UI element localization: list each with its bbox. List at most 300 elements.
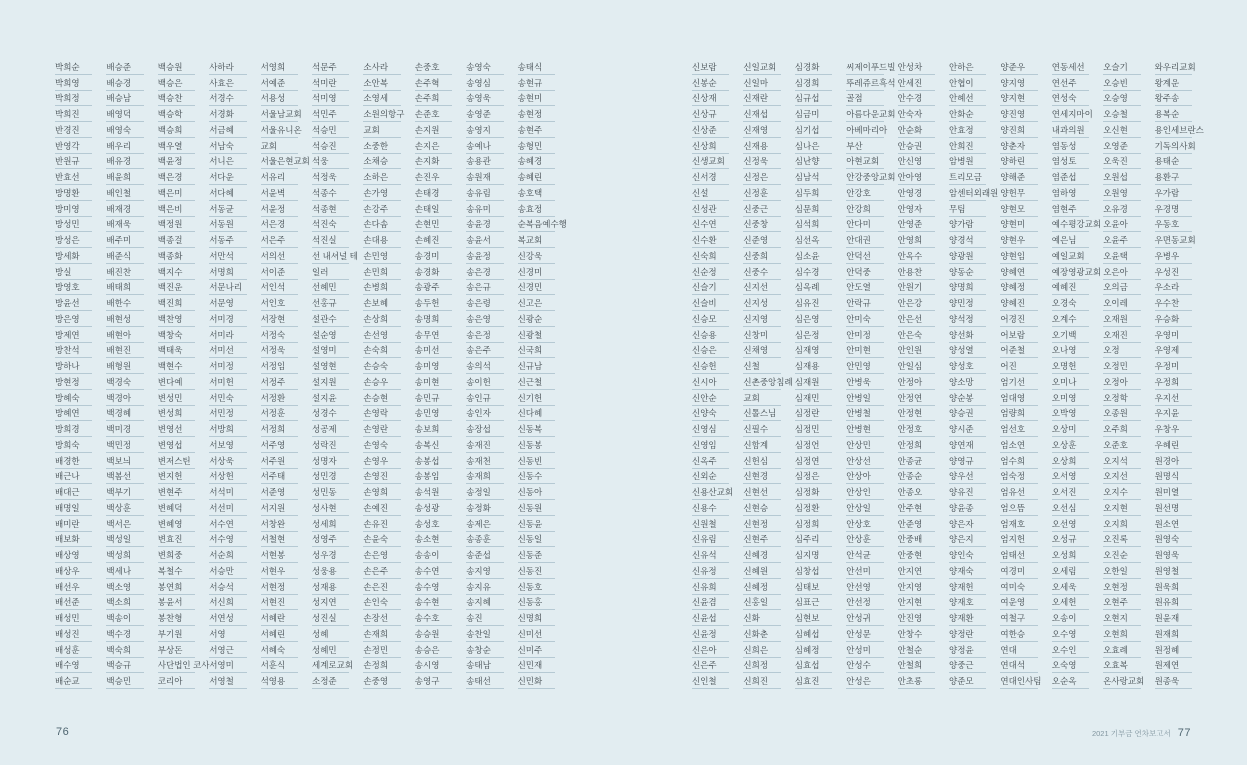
donor-name: 안영희 [898, 232, 935, 248]
donor-name: 안대권 [846, 232, 883, 248]
donor-name: 심경희 [795, 75, 832, 91]
donor-name: 방희경 [55, 421, 92, 437]
donor-name: 교회 [261, 138, 298, 154]
donor-name: 안용찬 [898, 264, 935, 280]
name-column [312, 59, 358, 689]
donor-name: 송명희 [415, 311, 452, 327]
donor-name: 송창순 [466, 642, 503, 658]
donor-name: 손보혜 [363, 295, 400, 311]
donor-name: 심나은 [795, 138, 832, 154]
donor-name: 우가람 [1155, 185, 1192, 201]
donor-name: 오서영 [1052, 469, 1089, 485]
donor-name: 안수경 [898, 91, 935, 107]
donor-name: 배상영 [55, 547, 92, 563]
donor-name: 서주원 [261, 453, 298, 469]
donor-name: 봉찬형 [158, 610, 195, 626]
donor-name: 송영심 [466, 75, 503, 91]
donor-name: 오현지 [1103, 610, 1140, 626]
donor-name: 송소현 [415, 532, 452, 548]
donor-name: 오진순 [1103, 547, 1140, 563]
donor-name: 방혜숙 [55, 390, 92, 406]
donor-name: 송윤서 [466, 232, 503, 248]
page-number-left: 76 [56, 726, 70, 738]
donor-name: 손상희 [363, 311, 400, 327]
donor-name: 부산 [846, 138, 883, 154]
donor-name: 양혜정 [1000, 280, 1037, 296]
donor-name: 양선화 [949, 327, 986, 343]
donor-name: 양은자 [949, 516, 986, 532]
donor-name: 아베마리아 [846, 122, 883, 138]
donor-name: 사하라 [209, 59, 246, 75]
donor-name: 손민희 [363, 264, 400, 280]
donor-name: 배경한 [55, 453, 92, 469]
donor-name: 송복신 [415, 437, 452, 453]
donor-name: 신상규 [692, 106, 729, 122]
donor-name: 소중한 [363, 138, 400, 154]
donor-name: 신옥주 [692, 453, 729, 469]
donor-name: 오계수 [1052, 311, 1089, 327]
donor-name: 안상일 [846, 500, 883, 516]
donor-name: 양재숙 [949, 563, 986, 579]
donor-name: 변희중 [158, 547, 195, 563]
page-right-donor-grid [692, 59, 1204, 689]
donor-name: 석미영 [312, 91, 349, 107]
donor-name: 소원의항구 [363, 106, 400, 122]
donor-name: 배보화 [55, 532, 92, 548]
donor-name: 씨제이푸드빌 [846, 59, 883, 75]
donor-name: 양혜연 [1000, 264, 1037, 280]
donor-name: 배현진 [106, 343, 143, 359]
donor-name: 서상욱 [209, 453, 246, 469]
donor-name: 서보영 [209, 437, 246, 453]
donor-name: 안세진 [898, 75, 935, 91]
donor-name: 변혜영 [158, 516, 195, 532]
donor-name: 안숙자 [898, 106, 935, 122]
donor-name: 신동원 [518, 500, 555, 516]
donor-name: 신인철 [692, 673, 729, 689]
donor-name: 신유석 [692, 547, 729, 563]
donor-name: 신동진 [518, 563, 555, 579]
donor-name: 백소영 [106, 579, 143, 595]
donor-name: 양준모 [949, 673, 986, 689]
donor-name: 백승은 [158, 75, 195, 91]
donor-name: 방찬석 [55, 343, 92, 359]
name-column [209, 59, 246, 689]
donor-name: 오상훈 [1052, 437, 1089, 453]
donor-name: 소정준 [312, 673, 349, 689]
donor-name: 송준섭 [466, 547, 503, 563]
donor-name: 엄량희 [1000, 406, 1037, 422]
donor-name: 송용관 [466, 154, 503, 170]
donor-name: 손주혁 [415, 75, 452, 91]
donor-name: 원종욱 [1155, 673, 1192, 689]
donor-name: 교회 [743, 390, 780, 406]
donor-name: 송보희 [415, 421, 452, 437]
donor-name: 손영희 [363, 484, 400, 500]
donor-name: 설지윤 [312, 390, 349, 406]
donor-name: 신은아 [692, 642, 729, 658]
donor-name: 배근나 [55, 469, 92, 485]
donor-name: 안성수 [846, 658, 883, 674]
donor-name: 오서진 [1052, 484, 1089, 500]
donor-name: 송승은 [415, 642, 452, 658]
donor-name: 양해준 [1000, 169, 1037, 185]
donor-name: 서신희 [209, 595, 246, 611]
donor-name: 오수영 [1052, 626, 1089, 642]
donor-name: 안성은 [846, 673, 883, 689]
donor-name: 염하영 [1052, 185, 1089, 201]
donor-name: 송무연 [415, 327, 452, 343]
donor-name: 양연재 [949, 437, 986, 453]
donor-name: 송정일 [466, 484, 503, 500]
donor-name: 심혜섭 [795, 626, 832, 642]
name-column [898, 59, 935, 689]
donor-name: 용복순 [1155, 106, 1192, 122]
donor-name: 설영현 [312, 358, 349, 374]
donor-name: 서의선 [261, 248, 298, 264]
donor-name: 송영구 [415, 673, 452, 689]
donor-name: 오승철 [1103, 106, 1140, 122]
donor-name: 송은주 [466, 343, 503, 359]
donor-name: 방성민 [55, 217, 92, 233]
donor-name: 신승모 [692, 311, 729, 327]
donor-name: 양윤종 [949, 500, 986, 516]
donor-name: 손인숙 [363, 595, 400, 611]
donor-name: 배재경 [106, 201, 143, 217]
donor-name: 양재헌 [949, 579, 986, 595]
donor-name: 방은영 [55, 311, 92, 327]
donor-name: 안성미 [846, 642, 883, 658]
donor-name: 백승규 [106, 658, 143, 674]
donor-name: 신준영 [743, 232, 780, 248]
name-column [692, 59, 734, 689]
donor-name: 봉연희 [158, 579, 195, 595]
donor-name: 오영준 [1103, 138, 1140, 154]
donor-name: 예혜진 [1052, 280, 1089, 296]
donor-name: 백상훈 [106, 500, 143, 516]
donor-name: 오재진 [1103, 327, 1140, 343]
donor-name: 양성열 [949, 343, 986, 359]
donor-name: 서민정 [209, 406, 246, 422]
name-column [106, 59, 143, 689]
donor-name: 송효정 [518, 201, 555, 217]
donor-name: 오세헌 [1052, 595, 1089, 611]
donor-name: 서울유니온 [261, 122, 298, 138]
donor-name: 송종훈 [466, 532, 503, 548]
donor-name: 신성관 [692, 201, 729, 217]
donor-name: 송미영 [415, 358, 452, 374]
donor-name: 신중근 [743, 201, 780, 217]
donor-name: 신승은 [692, 343, 729, 359]
donor-name: 석웅 [312, 154, 349, 170]
donor-name: 방성은 [55, 232, 92, 248]
donor-name: 신경미 [518, 264, 555, 280]
donor-name: 서정환 [261, 390, 298, 406]
donor-name: 심수경 [795, 264, 832, 280]
donor-name: 손장선 [363, 610, 400, 626]
donor-name: 손승현 [363, 390, 400, 406]
donor-name: 안덕중 [846, 264, 883, 280]
donor-name: 배순교 [55, 673, 92, 689]
donor-name: 양승권 [949, 406, 986, 422]
donor-name: 우면동교회 [1155, 232, 1192, 248]
donor-name: 안은숙 [898, 327, 935, 343]
donor-name: 오정학 [1103, 390, 1140, 406]
donor-name: 여미숙 [1000, 579, 1037, 595]
donor-name: 신희은 [743, 642, 780, 658]
donor-name: 오미나 [1052, 374, 1089, 390]
donor-name: 송예나 [466, 138, 503, 154]
donor-name: 오의금 [1103, 280, 1140, 296]
donor-name: 안정아 [898, 374, 935, 390]
donor-name: 안준영 [898, 516, 935, 532]
donor-name: 서정훈 [261, 406, 298, 422]
donor-name: 송태남 [466, 658, 503, 674]
donor-name: 신영심 [692, 421, 729, 437]
page-number-right: 77 [1177, 727, 1191, 739]
donor-name: 손주희 [415, 91, 452, 107]
donor-name: 서영 [209, 626, 246, 642]
donor-name: 오재원 [1103, 311, 1140, 327]
donor-name: 백진희 [158, 295, 195, 311]
donor-name: 오원섭 [1103, 169, 1140, 185]
donor-name: 송봉임 [415, 469, 452, 485]
donor-name: 석진숙 [312, 217, 349, 233]
donor-name: 백찬영 [158, 311, 195, 327]
donor-name: 오정 [1103, 343, 1140, 359]
name-column [1051, 59, 1102, 689]
donor-name: 송송이 [415, 547, 452, 563]
donor-name: 송현주 [518, 122, 555, 138]
donor-name: 신근철 [518, 374, 555, 390]
donor-name: 손정민 [363, 642, 400, 658]
donor-name: 오주희 [1103, 421, 1140, 437]
donor-name: 서경수 [209, 91, 246, 107]
donor-name: 백서은 [106, 516, 143, 532]
donor-name: 안병욱 [846, 374, 883, 390]
donor-name: 손지원 [415, 122, 452, 138]
name-column [55, 59, 92, 689]
donor-name: 방하나 [55, 358, 92, 374]
donor-name: 서다혜 [209, 185, 246, 201]
donor-name: 배명일 [55, 500, 92, 516]
donor-name: 박희정 [55, 91, 92, 107]
donor-name: 안희진 [949, 138, 986, 154]
donor-name: 손윤숙 [363, 532, 400, 548]
donor-name: 안강희 [846, 201, 883, 217]
donor-name: 변현주 [158, 484, 195, 500]
donor-name: 신재영 [743, 122, 780, 138]
donor-name: 신정욱 [743, 154, 780, 170]
donor-name: 안원기 [898, 280, 935, 296]
donor-name: 서다운 [209, 169, 246, 185]
donor-name: 서석미 [209, 484, 246, 500]
donor-name: 송봉섭 [415, 453, 452, 469]
donor-name: 오명헌 [1052, 358, 1089, 374]
donor-name: 반원규 [55, 154, 92, 170]
donor-name: 신중희 [743, 248, 780, 264]
donor-name: 서동균 [209, 201, 246, 217]
donor-name: 신규남 [518, 358, 555, 374]
donor-name: 서금혜 [209, 122, 246, 138]
donor-name: 송영준 [466, 106, 503, 122]
donor-name: 석종수 [312, 185, 349, 201]
donor-name: 오지선 [1103, 469, 1140, 485]
donor-name: 심태보 [795, 579, 832, 595]
donor-name: 손중영 [363, 673, 400, 689]
donor-name: 서정임 [261, 358, 298, 374]
donor-name: 손영진 [363, 469, 400, 485]
donor-name: 서미라 [209, 327, 246, 343]
donor-name: 백종걸 [158, 232, 195, 248]
donor-name: 신혜경 [743, 547, 780, 563]
donor-name: 신지성 [743, 295, 780, 311]
donor-name: 원소연 [1155, 516, 1192, 532]
donor-name: 손선영 [363, 327, 400, 343]
donor-name: 신채영 [743, 343, 780, 359]
donor-name: 송성광 [415, 500, 452, 516]
donor-name: 백세나 [106, 563, 143, 579]
donor-name: 신화 [743, 610, 780, 626]
donor-name: 서연성 [209, 610, 246, 626]
donor-name: 배준식 [106, 248, 143, 264]
donor-name: 오진록 [1103, 532, 1140, 548]
donor-name: 서동주 [209, 232, 246, 248]
donor-name: 신국희 [518, 343, 555, 359]
donor-name: 심석희 [795, 217, 832, 233]
donor-name: 안정호 [898, 421, 935, 437]
donor-name: 안영준 [898, 217, 935, 233]
donor-name: 오상희 [1052, 453, 1089, 469]
donor-name: 서울남교회 [261, 106, 298, 122]
donor-name: 오순옥 [1052, 673, 1089, 689]
donor-name: 신민화 [518, 673, 555, 689]
donor-name: 부기원 [158, 626, 195, 642]
donor-name: 안성차 [898, 59, 935, 75]
donor-name: 암센터외래원 [949, 185, 986, 201]
donor-name: 송수호 [415, 610, 452, 626]
donor-name: 신일교회 [743, 59, 780, 75]
donor-name: 서미헌 [209, 374, 246, 390]
donor-name: 원제연 [1155, 658, 1192, 674]
donor-name: 원욱희 [1155, 579, 1192, 595]
donor-name: 서울은현교회 [261, 154, 298, 170]
donor-name: 변영섭 [158, 437, 195, 453]
donor-name: 여철구 [1000, 610, 1037, 626]
donor-name: 서윤벽 [261, 185, 298, 201]
donor-name: 박희영 [55, 75, 92, 91]
donor-name: 오윤주 [1103, 232, 1140, 248]
donor-name: 안석균 [846, 547, 883, 563]
donor-name: 우혜린 [1155, 437, 1192, 453]
donor-name: 신촌중앙침례 [743, 374, 780, 390]
donor-name: 심난향 [795, 154, 832, 170]
donor-name: 심지명 [795, 547, 832, 563]
donor-name: 송시영 [415, 658, 452, 674]
donor-name: 양현미 [1000, 217, 1037, 233]
donor-name: 신미주 [518, 642, 555, 658]
name-column [157, 59, 210, 689]
donor-name: 서주태 [261, 469, 298, 485]
donor-name: 연세지마이 [1052, 106, 1089, 122]
donor-name: 배성민 [55, 610, 92, 626]
donor-name: 손강주 [363, 201, 400, 217]
donor-name: 염준섭 [1052, 169, 1089, 185]
donor-name: 오승빈 [1103, 75, 1140, 91]
donor-name: 양지영 [1000, 75, 1037, 91]
donor-name: 송수영 [415, 579, 452, 595]
donor-name: 석미란 [312, 75, 349, 91]
donor-name: 엄유선 [1000, 484, 1037, 500]
donor-name: 봉윤서 [158, 595, 195, 611]
donor-name: 손지은 [415, 138, 452, 154]
donor-name: 신다혜 [518, 406, 555, 422]
donor-name: 양소망 [949, 374, 986, 390]
donor-name: 선 내셔널 테 [312, 248, 349, 264]
donor-name: 배현성 [106, 311, 143, 327]
footer-right [1092, 727, 1191, 739]
donor-name: 오현정 [1103, 579, 1140, 595]
donor-name: 원영숙 [1155, 532, 1192, 548]
donor-name: 코리아 [158, 673, 195, 689]
donor-name: 원경아 [1155, 453, 1192, 469]
donor-name: 양현모 [1000, 201, 1037, 217]
donor-name: 신승헌 [692, 358, 729, 374]
donor-name: 안미현 [846, 343, 883, 359]
donor-name: 신시아 [692, 374, 729, 390]
donor-name: 송재희 [466, 469, 503, 485]
donor-name: 심선옥 [795, 232, 832, 248]
donor-name: 심정환 [795, 500, 832, 516]
donor-name: 양성호 [949, 358, 986, 374]
donor-name: 양재환 [949, 610, 986, 626]
donor-name: 신중창 [743, 217, 780, 233]
donor-name: 서지원 [261, 500, 298, 516]
donor-name: 서문나리 [209, 280, 246, 296]
donor-name: 성혜민 [312, 642, 349, 658]
donor-name: 서훈식 [261, 658, 298, 674]
donor-name: 배성진 [55, 626, 92, 642]
donor-name: 오기백 [1052, 327, 1089, 343]
donor-name: 송윤정 [466, 248, 503, 264]
donor-name: 안강호 [846, 185, 883, 201]
donor-name: 연대인사팀 [1000, 673, 1037, 689]
donor-name: 신강욱 [518, 248, 555, 264]
donor-name: 안병일 [846, 390, 883, 406]
donor-name: 여한승 [1000, 626, 1037, 642]
donor-name: 백은비 [158, 201, 195, 217]
donor-name: 송지유 [466, 579, 503, 595]
donor-name: 손진우 [415, 169, 452, 185]
donor-name: 백승찬 [158, 91, 195, 107]
donor-name: 오유경 [1103, 201, 1140, 217]
donor-name: 송혜경 [518, 154, 555, 170]
donor-name: 백은미 [158, 185, 195, 201]
donor-name: 설순영 [312, 327, 349, 343]
donor-name: 원영욱 [1155, 547, 1192, 563]
donor-name: 송진 [466, 610, 503, 626]
donor-name: 서현봉 [261, 547, 298, 563]
donor-name: 신윤섭 [692, 610, 729, 626]
donor-name: 오윤택 [1103, 248, 1140, 264]
donor-name: 안화순 [949, 106, 986, 122]
donor-name: 심금미 [795, 106, 832, 122]
donor-name: 백윤정 [158, 154, 195, 170]
donor-name: 원윤재 [1155, 610, 1192, 626]
donor-name: 서영근 [209, 642, 246, 658]
name-column [846, 59, 896, 689]
donor-name: 신고은 [518, 295, 555, 311]
